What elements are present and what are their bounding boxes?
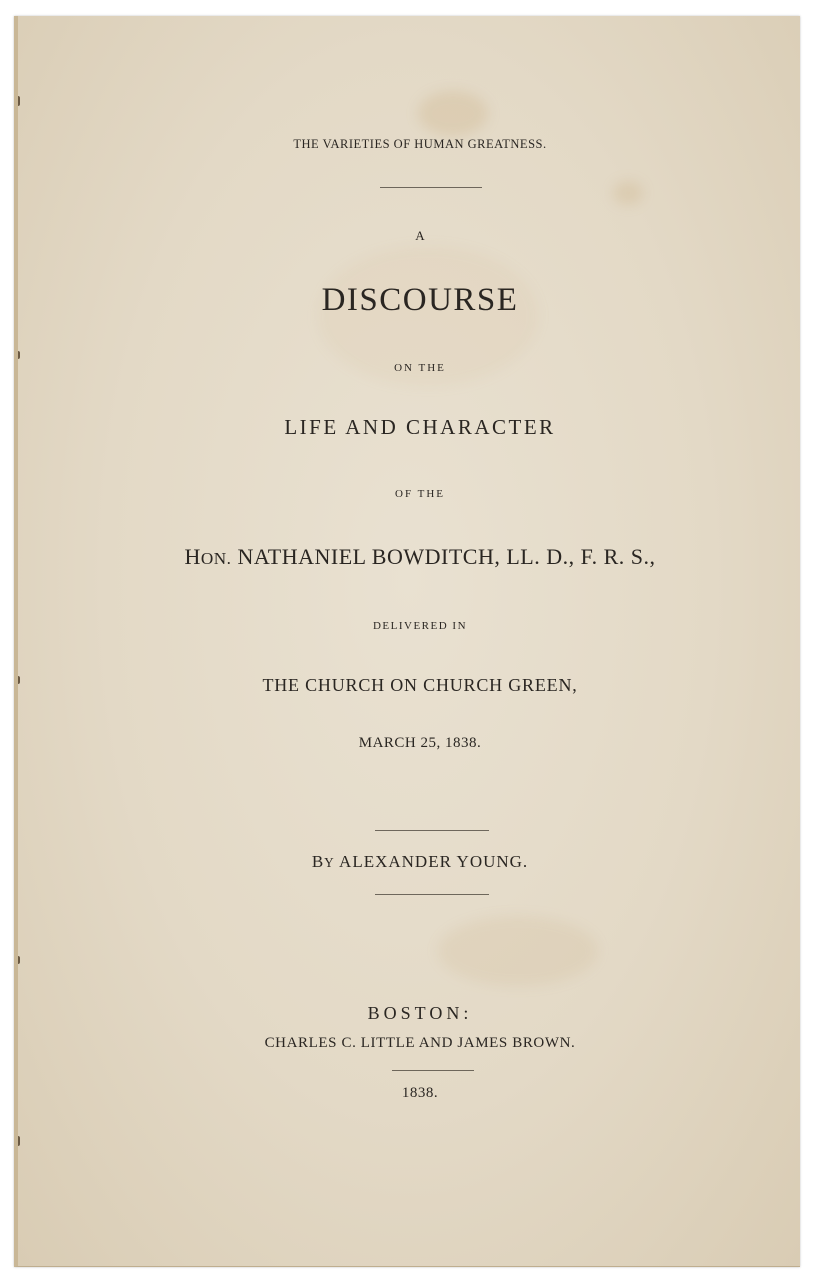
publisher-line: CHARLES C. LITTLE AND JAMES BROWN. [264, 1035, 576, 1051]
binding-hole [15, 351, 20, 359]
title-article: A [415, 228, 425, 243]
divider-rule [375, 894, 489, 895]
author-name: ALEXANDER YOUNG. [339, 852, 529, 871]
binding-hole [15, 956, 20, 964]
title-page [14, 16, 800, 1267]
on-the-text: ON THE [394, 362, 446, 374]
subject-line: LIFE AND CHARACTER [284, 415, 556, 439]
city-line: BOSTON: [367, 1003, 473, 1023]
year-line: 1838. [401, 1085, 439, 1101]
binding-hole [15, 96, 20, 106]
of-the-text: OF THE [395, 488, 445, 500]
page-title: DISCOURSE [321, 282, 519, 318]
date-line: MARCH 25, 1838. [358, 735, 482, 751]
person-line [0, 544, 813, 570]
person-name: NATHANIEL BOWDITCH, LL. D., F. R. S., [237, 544, 656, 569]
divider-rule [380, 187, 482, 188]
by-rest: Y [324, 855, 335, 870]
foxing-stain [613, 181, 643, 205]
divider-rule [375, 830, 489, 831]
series-title: THE VARIETIES OF HUMAN GREATNESS. [293, 137, 547, 151]
foxing-stain [438, 916, 598, 986]
divider-rule [392, 1070, 474, 1071]
honorific-initial: H [184, 544, 201, 569]
honorific-rest: ON. [200, 549, 232, 568]
author-line [0, 852, 813, 872]
venue-line: THE CHURCH ON CHURCH GREEN, [262, 675, 578, 695]
delivered-in-text: DELIVERED IN [372, 620, 468, 632]
binding-hole [15, 1136, 20, 1146]
foxing-stain [418, 91, 488, 136]
by-initial: B [311, 852, 325, 871]
